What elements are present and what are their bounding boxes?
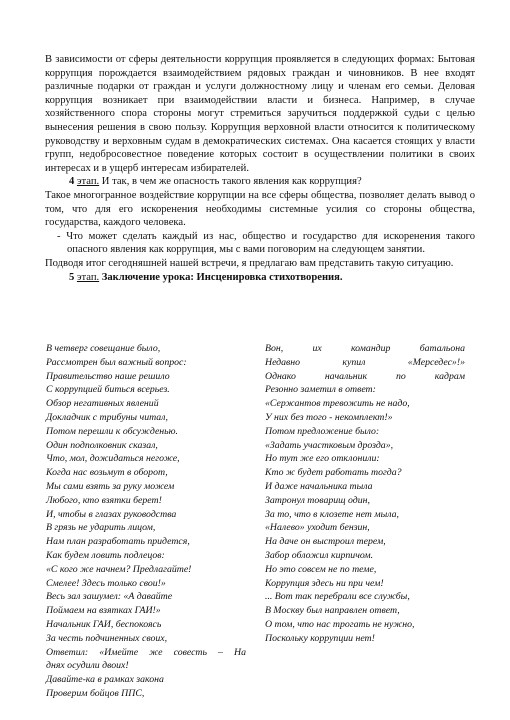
- poem-line: Резонно заметил в ответ:: [265, 384, 376, 396]
- poem-line: Однако начальник по кадрам: [265, 370, 465, 382]
- poem-line: На даче он выстроил терем,: [265, 536, 386, 548]
- poem-line: Затронул товарищ один,: [265, 494, 370, 506]
- poem-line: «Задать участковым дрозда»,: [265, 439, 394, 451]
- poem-line: За честь подчиненных своих,: [46, 632, 168, 644]
- poem-line: Кто ж будет работать тогда?: [265, 467, 402, 479]
- poem-line: Потом перешли к обсужденью.: [46, 425, 178, 437]
- poem-right-column: [265, 342, 465, 646]
- poem-line: В грязь не ударить лицом,: [46, 522, 156, 534]
- poem-line: Смелее! Здесь только свои!»: [46, 577, 166, 589]
- poem-line: Вон, их командир батальона: [265, 343, 465, 354]
- stage-5-title: Заключение урока: Инсценировка стихотворения.: [99, 271, 343, 283]
- poem-line: Проверим бойцов ППС,: [46, 687, 145, 699]
- poem-line: «С кого же начнем? Предлагайте!: [46, 563, 192, 575]
- poem-line: Поймаем на взятках ГАИ!»: [46, 605, 161, 617]
- poem-line: С коррупцией биться всерьез.: [46, 384, 170, 396]
- poem-line: О том, что нас трогать не нужно,: [265, 618, 415, 630]
- poem-line: Забор обложил кирпичом.: [265, 549, 374, 561]
- stage-5-label: этап.: [76, 271, 100, 283]
- poem-line: днях осудили двоих!: [46, 660, 129, 672]
- poem-line: Рассмотрен был важный вопрос:: [46, 356, 187, 368]
- paragraph-next-lesson: - Что может сделать каждый из нас, общество и государство для искоренения такого опасного явления как коррупция, мы с вами поговорим на следующем занятии.: [57, 230, 475, 256]
- poem-line: В четверг совещание было,: [46, 343, 161, 354]
- poem-line: Один подполковник сказал,: [46, 439, 158, 451]
- poem-line: Что, мол, дожидаться негоже,: [46, 453, 180, 465]
- poem-line: Нам план разработать придется,: [46, 536, 190, 548]
- poem-line: Потом предложение было:: [265, 425, 380, 437]
- paragraph-corruption-forms: В зависимости от сферы деятельности коррупция проявляется в следующих формах: Бытовая коррупция порождается взаимодействием рядовых граждан и чиновников. В нее входят различные подарки от граждан и услуги должностному лицу и членам его семьи. Деловая коррупция возникает при взаимодействии власти и бизнеса. Например, в случае хозяйственного спора стороны могут стремиться заручиться поддержкой судьи с целью вынесения решения в свою пользу. Коррупция верховной власти относится к политическому руководству и верховным судам в демократических системах. Она касается стоящих у власти групп, недобросовестное поведение которых состоит в осуществлении политики в своих интересах и в ущерб интересам избирателей.: [45, 54, 475, 174]
- stage-5-heading: [45, 271, 475, 285]
- stage-4-label: этап.: [76, 176, 100, 188]
- stage-4-heading: [45, 175, 475, 189]
- poem-line: Коррупция здесь ни при чем!: [265, 577, 384, 589]
- stage-4-question: И так, в чем же опасность такого явления как коррупция?: [99, 176, 362, 188]
- poem-line: Ответил: «Имейте же совесть – На: [46, 646, 246, 658]
- stage-5-number: 5: [69, 271, 75, 283]
- poem-line: И, чтобы в глазах руководства: [46, 508, 177, 520]
- poem-line: Весь зал зашумел: «А давайте: [46, 591, 173, 603]
- poem-line: И даже начальника тыла: [265, 480, 373, 492]
- poem-line: За то, что в клозете нет мыла,: [265, 508, 399, 520]
- paragraph-summary: Подводя итог сегодняшней нашей встречи, я предлагаю вам представить такую ситуацию.: [45, 257, 454, 269]
- poem-line: Правительство наше решило: [46, 370, 170, 382]
- poem-line: Давайте-ка в рамках закона: [46, 674, 164, 686]
- poem-line: Но тут же его отклонили:: [265, 453, 380, 465]
- poem-line: «Сержантов тревожить не надо,: [265, 398, 410, 410]
- poem-line: Как будем ловить подлецов:: [46, 549, 165, 561]
- poem-line: В Москву был направлен ответ,: [265, 605, 400, 617]
- poem-line: Начальник ГАИ, беспокоясь: [46, 618, 162, 630]
- poem-line: «Налево» уходит бензин,: [265, 522, 370, 534]
- stage-4-number: 4: [69, 176, 75, 188]
- poem-left-column: [46, 342, 246, 701]
- poem-line: Обзор негативных явлений: [46, 398, 159, 410]
- poem-line: Но это совсем не по теме,: [265, 563, 377, 575]
- poem-line: У них без того - некомплект!»: [265, 411, 393, 423]
- poem-line: Любого, кто взятки берет!: [46, 494, 162, 506]
- lesson-text: [45, 53, 475, 284]
- poem-line: Поскольку коррупции нет!: [265, 632, 375, 644]
- poem-line: ... Вот так перебрали все службы,: [265, 591, 410, 603]
- paragraph-conclusion: Такое многогранное воздействие коррупции на все сферы общества, позволяет делать вывод о том, что для его искоренения необходимы системные усилия со стороны общества, государства, каждого человека.: [45, 189, 475, 229]
- poem-line: Докладчик с трибуны читал,: [46, 411, 168, 423]
- poem-line: Когда нас возьмут в оборот,: [46, 467, 168, 479]
- poem-line: Мы сами взять за руку можем: [46, 480, 175, 492]
- poem-line: Недавно купил «Мерседес»!»: [265, 356, 465, 368]
